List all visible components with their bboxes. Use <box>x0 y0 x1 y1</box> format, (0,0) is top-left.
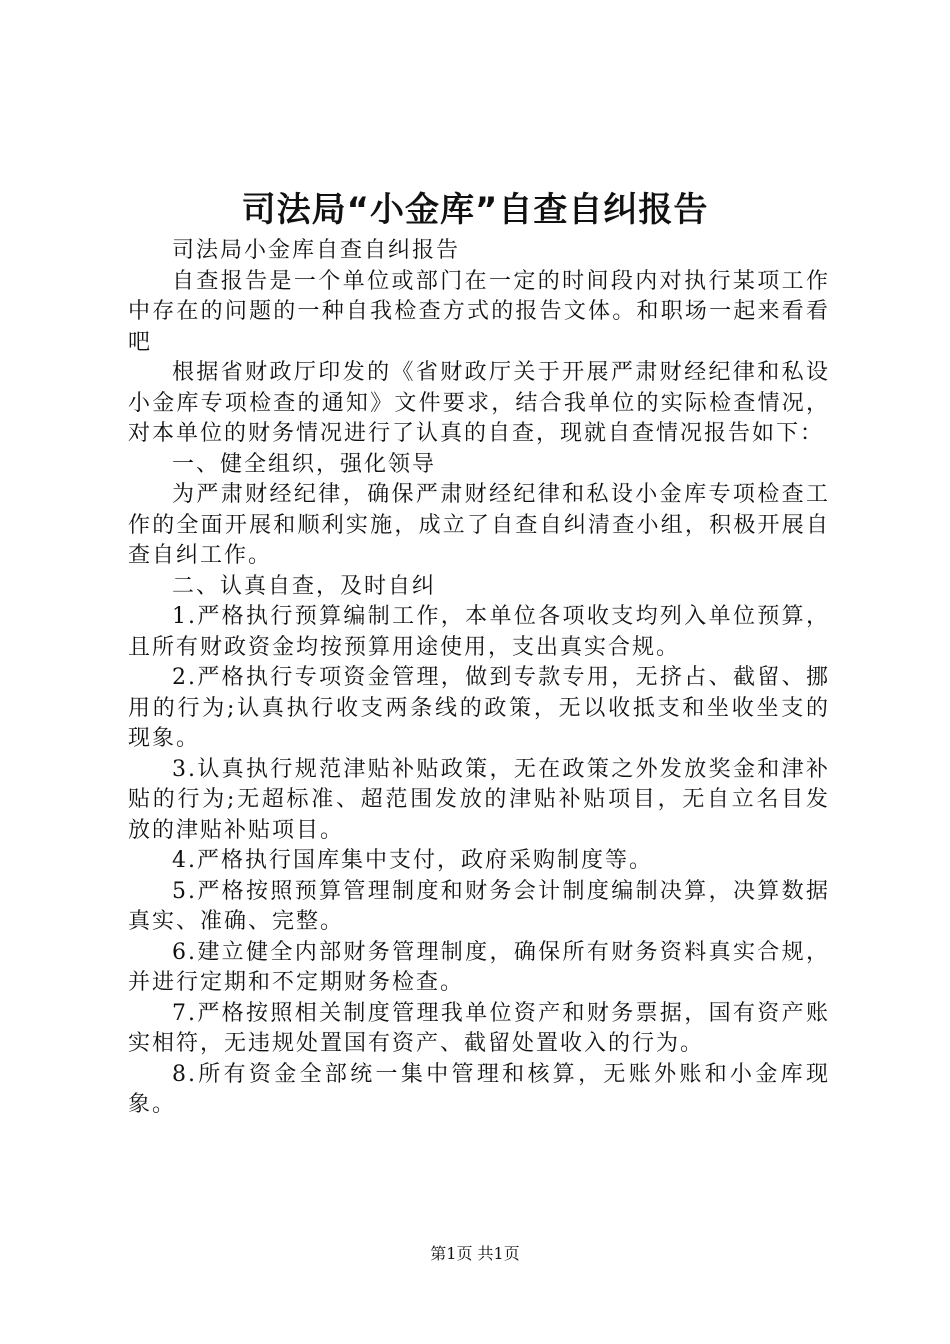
list-item-7: 7.严格按照相关制度管理我单位资产和财务票据，国有资产账实相符，无违规处置国有资产、截留处置收入的行为。 <box>128 1000 830 1056</box>
document-body <box>128 236 830 1121</box>
list-item-8: 8.所有资金全部统一集中管理和核算，无账外账和小金库现象。 <box>128 1061 830 1117</box>
paragraph-intro: 自查报告是一个单位或部门在一定的时间段内对执行某项工作中存在的问题的一种自我检查方式的报告文体。和职场一起来看看吧 <box>128 268 830 355</box>
section-heading-2: 二、认真自查，及时自纠 <box>172 573 437 599</box>
list-item-2: 2.严格执行专项资金管理，做到专款专用，无挤占、截留、挪用的行为;认真执行收支两条线的政策，无以收抵支和坐收坐支的现象。 <box>128 665 830 751</box>
list-item-5: 5.严格按照预算管理制度和财务会计制度编制决算，决算数据真实、准确、完整。 <box>128 878 830 934</box>
list-item-4: 4.严格执行国库集中支付，政府采购制度等。 <box>172 848 653 873</box>
paragraph-basis: 根据省财政厅印发的《省财政厅关于开展严肃财经纪律和私设小金库专项检查的通知》文件要求，结合我单位的实际检查情况，对本单位的财务情况进行了认真的自查，现就自查情况报告如下： <box>128 360 830 446</box>
paragraph-subtitle: 司法局小金库自查自纠报告 <box>172 238 461 263</box>
document-title: 司法局“小金库”自查自纠报告 <box>241 190 709 230</box>
list-item-1: 1.严格执行预算编制工作，本单位各项收支均列入单位预算，且所有财政资金均按预算用途使用，支出真实合规。 <box>128 604 830 660</box>
list-item-3: 3.认真执行规范津贴补贴政策，无在政策之外发放奖金和津补贴的行为;无超标准、超范围发放的津贴补贴项目，无自立名目发放的津贴补贴项目。 <box>128 756 830 843</box>
section-heading-1: 一、健全组织，强化领导 <box>172 451 437 477</box>
page-footer: 第1页 共1页 <box>430 1244 520 1263</box>
paragraph-organization: 为严肃财经纪律，确保严肃财经纪律和私设小金库专项检查工作的全面开展和顺利实施，成立了自查自纠清查小组，积极开展自查自纠工作。 <box>128 482 830 568</box>
list-item-6: 6.建立健全内部财务管理制度，确保所有财务资料真实合规，并进行定期和不定期财务检查。 <box>128 939 830 995</box>
